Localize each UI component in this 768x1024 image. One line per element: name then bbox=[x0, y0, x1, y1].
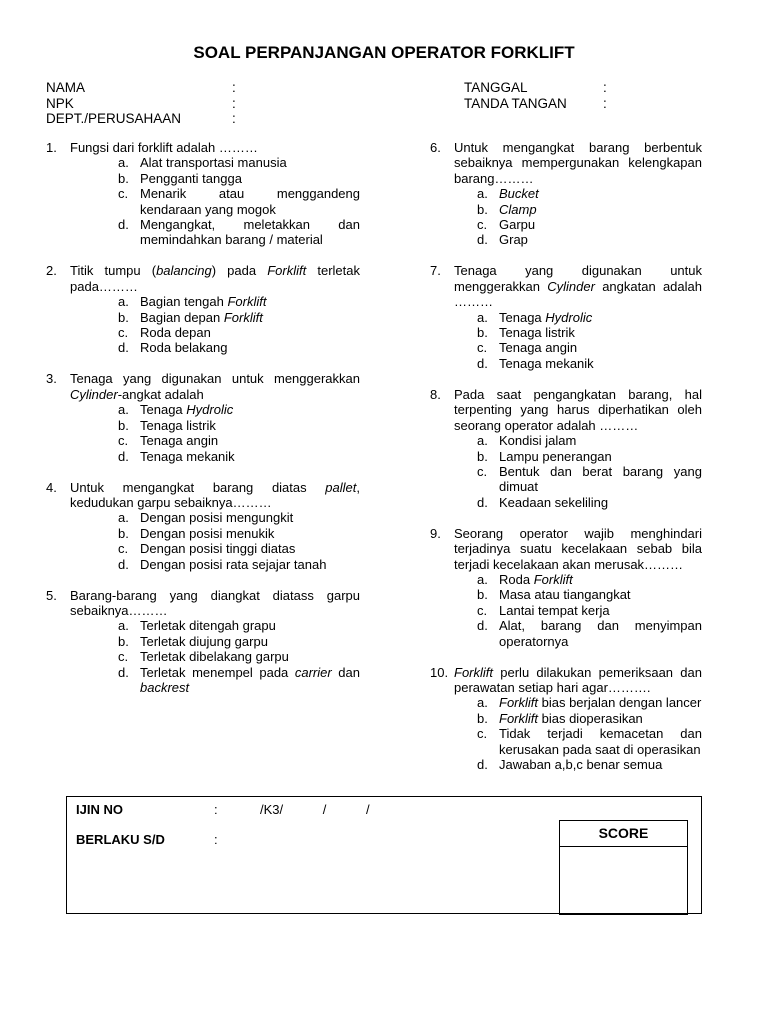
berlaku-colon: : bbox=[214, 832, 218, 847]
option-letter: b. bbox=[477, 448, 488, 464]
field-colon: : bbox=[232, 111, 236, 126]
field-label: NPK bbox=[46, 95, 74, 111]
field-colon: : bbox=[603, 80, 607, 95]
field-label: TANDA TANGAN bbox=[464, 95, 567, 111]
question-text: Tenaga yang digunakan untuk menggerakkan Cylinder angkatan adalah ……… bbox=[454, 263, 702, 310]
option-text: Forklift bias dioperasikan bbox=[499, 710, 643, 726]
option-letter: b. bbox=[118, 633, 129, 649]
answer-option[interactable] bbox=[477, 433, 702, 448]
answer-option[interactable] bbox=[118, 402, 360, 417]
question-6 bbox=[430, 140, 702, 248]
option-text: Alat transportasi manusia bbox=[140, 155, 287, 171]
option-text: Roda depan bbox=[140, 325, 211, 341]
option-letter: c. bbox=[118, 186, 129, 202]
answer-option[interactable] bbox=[477, 695, 702, 710]
questions-left-column bbox=[46, 140, 360, 711]
header-right bbox=[464, 80, 607, 111]
answer-option[interactable] bbox=[118, 541, 360, 556]
answer-option[interactable] bbox=[477, 202, 702, 217]
question-text: Fungsi dari forklift adalah ……… bbox=[70, 140, 258, 155]
question-10 bbox=[430, 665, 702, 773]
option-letter: d. bbox=[118, 664, 129, 680]
answer-option[interactable] bbox=[477, 726, 702, 757]
option-text: Alat, barang dan menyimpan operatornya bbox=[499, 618, 702, 649]
answer-option[interactable] bbox=[477, 449, 702, 464]
questions-right-column bbox=[430, 140, 702, 788]
answer-option[interactable] bbox=[477, 572, 702, 587]
question-text: Barang-barang yang diangkat diatass garpu sebaiknya……… bbox=[70, 587, 360, 618]
option-text: Terletak dibelakang garpu bbox=[140, 649, 289, 665]
option-text: Roda belakang bbox=[140, 340, 228, 356]
question-text: Untuk mengangkat barang diatas pallet, kedudukan garpu sebaiknya……… bbox=[70, 479, 360, 510]
question-text: Seorang operator wajib menghindari terjadinya suatu kecelakaan sebab bila terjadi kecelakaan akan merusak……… bbox=[454, 525, 702, 572]
option-letter: a. bbox=[477, 309, 488, 325]
option-letter: c. bbox=[477, 726, 488, 742]
answer-option[interactable] bbox=[477, 495, 702, 510]
option-letter: d. bbox=[118, 217, 129, 233]
option-text: Grap bbox=[499, 232, 528, 248]
option-letter: c. bbox=[477, 602, 488, 618]
answer-option[interactable] bbox=[118, 310, 360, 325]
option-letter: b. bbox=[118, 417, 129, 433]
answer-option[interactable] bbox=[118, 510, 360, 525]
question-text: Untuk mengangkat barang berbentuk sebaiknya mempergunakan kelengkapan barang……… bbox=[454, 140, 702, 186]
option-text: Forklift bias berjalan dengan lancer bbox=[499, 695, 702, 711]
answer-option[interactable] bbox=[118, 340, 360, 355]
question-5 bbox=[46, 588, 360, 696]
option-text: Dengan posisi tinggi diatas bbox=[140, 541, 296, 557]
option-letter: b. bbox=[118, 309, 129, 325]
question-text: Titik tumpu (balancing) pada Forklift terletak pada……… bbox=[70, 263, 360, 294]
option-letter: a. bbox=[118, 294, 129, 310]
answer-option[interactable] bbox=[477, 325, 702, 340]
field-tanda-tangan[interactable] bbox=[464, 96, 607, 112]
option-text: Dengan posisi mengungkit bbox=[140, 510, 294, 526]
answer-option[interactable] bbox=[477, 340, 702, 355]
answer-option[interactable] bbox=[118, 186, 360, 217]
option-text: Pengganti tangga bbox=[140, 170, 242, 186]
option-text: Tenaga Hydrolic bbox=[140, 402, 234, 418]
option-text: Jawaban a,b,c benar semua bbox=[499, 757, 663, 772]
question-9 bbox=[430, 526, 702, 649]
answer-option[interactable] bbox=[118, 325, 360, 340]
field-nama[interactable] bbox=[46, 80, 236, 96]
question-number: 5. bbox=[46, 587, 57, 603]
field-colon: : bbox=[232, 95, 236, 111]
answer-option[interactable] bbox=[118, 294, 360, 309]
option-letter: c. bbox=[118, 649, 129, 665]
question-2 bbox=[46, 263, 360, 355]
answer-option[interactable] bbox=[118, 649, 360, 664]
option-letter: b. bbox=[118, 525, 129, 541]
field-label: NAMA bbox=[46, 80, 86, 95]
option-letter: c. bbox=[118, 433, 129, 449]
option-letter: d. bbox=[477, 757, 488, 772]
option-text: Bentuk dan berat barang yang dimuat bbox=[499, 463, 702, 495]
option-letter: c. bbox=[477, 217, 488, 233]
answer-option[interactable] bbox=[118, 449, 360, 464]
option-letter: b. bbox=[477, 710, 488, 726]
ijin-no-label: IJIN NO bbox=[76, 802, 123, 817]
question-8 bbox=[430, 387, 702, 510]
option-text: Keadaan sekeliling bbox=[499, 494, 609, 510]
option-letter: d. bbox=[477, 618, 488, 634]
option-text: Terletak diujung garpu bbox=[140, 633, 268, 649]
option-text: Lantai tempat kerja bbox=[499, 602, 610, 618]
option-letter: c. bbox=[477, 463, 488, 479]
field-colon: : bbox=[603, 95, 607, 111]
field-colon: : bbox=[232, 80, 236, 95]
option-text: Lampu penerangan bbox=[499, 448, 612, 464]
berlaku-label: BERLAKU S/D bbox=[76, 832, 165, 847]
option-letter: a. bbox=[477, 571, 488, 587]
question-7 bbox=[430, 263, 702, 371]
option-letter: d. bbox=[477, 355, 488, 371]
question-3 bbox=[46, 371, 360, 463]
option-letter: a. bbox=[477, 433, 488, 449]
option-text: Tenaga Hydrolic bbox=[499, 309, 593, 325]
question-text: Forklift perlu dilakukan pemeriksaan dan perawatan setiap hari agar………. bbox=[454, 664, 702, 695]
option-letter: b. bbox=[118, 170, 129, 186]
answer-option[interactable] bbox=[477, 618, 702, 649]
question-number: 6. bbox=[430, 140, 441, 155]
option-text: Bucket bbox=[499, 186, 539, 202]
question-number: 3. bbox=[46, 371, 57, 387]
option-text: Kondisi jalam bbox=[499, 433, 577, 449]
question-number: 8. bbox=[430, 386, 441, 402]
option-letter: d. bbox=[118, 448, 129, 464]
answer-option[interactable] bbox=[477, 310, 702, 325]
option-text: Mengangkat, meletakkan dan memindahkan barang / material bbox=[140, 217, 360, 248]
option-letter: c. bbox=[118, 325, 129, 341]
option-text: Clamp bbox=[499, 201, 537, 217]
answer-option[interactable] bbox=[477, 757, 702, 772]
question-number: 9. bbox=[430, 525, 441, 541]
answer-option[interactable] bbox=[118, 155, 360, 170]
answer-option[interactable] bbox=[118, 665, 360, 696]
score-label: SCORE bbox=[560, 821, 687, 847]
answer-option[interactable] bbox=[118, 418, 360, 433]
field-tanggal[interactable] bbox=[464, 80, 607, 96]
field-dept[interactable] bbox=[46, 111, 236, 127]
question-text: Pada saat pengangkatan barang, hal terpenting yang harus diperhatikan oleh seorang operator adalah ……… bbox=[454, 386, 702, 433]
option-letter: a. bbox=[118, 402, 129, 418]
question-1 bbox=[46, 140, 360, 248]
field-label: TANGGAL bbox=[464, 80, 528, 95]
question-number: 7. bbox=[430, 263, 441, 279]
answer-option[interactable] bbox=[118, 634, 360, 649]
field-npk[interactable] bbox=[46, 96, 236, 112]
option-letter: a. bbox=[477, 186, 488, 202]
option-letter: b. bbox=[477, 325, 488, 341]
option-letter: c. bbox=[477, 340, 488, 356]
option-text: Terletak menempel pada carrier dan backrest bbox=[140, 664, 360, 695]
option-letter: b. bbox=[477, 587, 488, 603]
option-text: Tenaga mekanik bbox=[140, 448, 235, 464]
ijin-no-value[interactable]: /K3/ / / bbox=[260, 802, 370, 817]
answer-option[interactable] bbox=[118, 217, 360, 248]
option-letter: a. bbox=[118, 510, 129, 526]
option-text: Masa atau tiangangkat bbox=[499, 587, 631, 603]
option-text: Garpu bbox=[499, 217, 536, 233]
answer-option[interactable] bbox=[477, 603, 702, 618]
answer-option[interactable] bbox=[477, 217, 702, 232]
option-text: Bagian tengah Forklift bbox=[140, 294, 267, 310]
option-letter: a. bbox=[118, 155, 129, 171]
option-text: Menarik atau menggandeng kendaraan yang mogok bbox=[140, 186, 360, 217]
answer-option[interactable] bbox=[118, 171, 360, 186]
option-text: Tidak terjadi kemacetan dan kerusakan pada saat di operasikan bbox=[499, 726, 702, 757]
answer-option[interactable] bbox=[477, 356, 702, 371]
option-text: Terletak ditengah grapu bbox=[140, 618, 276, 634]
answer-option[interactable] bbox=[118, 526, 360, 541]
question-number: 4. bbox=[46, 479, 57, 495]
header-left bbox=[46, 80, 236, 127]
option-text: Tenaga listrik bbox=[140, 417, 216, 433]
question-text: Tenaga yang digunakan untuk menggerakkan Cylinder-angkat adalah bbox=[70, 371, 360, 402]
page-title: SOAL PERPANJANGAN OPERATOR FORKLIFT bbox=[193, 43, 575, 62]
question-4 bbox=[46, 480, 360, 572]
question-number: 2. bbox=[46, 263, 57, 279]
option-letter: d. bbox=[477, 494, 488, 510]
score-box bbox=[559, 820, 688, 915]
question-number: 10. bbox=[430, 664, 449, 680]
option-text: Tenaga listrik bbox=[499, 325, 575, 341]
answer-option[interactable] bbox=[477, 232, 702, 247]
answer-option[interactable] bbox=[477, 464, 702, 495]
answer-option[interactable] bbox=[477, 587, 702, 602]
answer-option[interactable] bbox=[477, 186, 702, 201]
option-letter: d. bbox=[118, 556, 129, 572]
score-value-area[interactable] bbox=[560, 847, 687, 915]
option-text: Dengan posisi rata sejajar tanah bbox=[140, 556, 327, 572]
ijin-no-colon: : bbox=[214, 802, 218, 817]
answer-option[interactable] bbox=[118, 557, 360, 572]
answer-option[interactable] bbox=[118, 618, 360, 633]
option-text: Bagian depan Forklift bbox=[140, 309, 263, 325]
option-letter: d. bbox=[118, 340, 129, 356]
option-text: Tenaga angin bbox=[499, 340, 578, 356]
field-label: DEPT./PERUSAHAAN bbox=[46, 111, 182, 126]
answer-option[interactable] bbox=[477, 711, 702, 726]
option-text: Roda Forklift bbox=[499, 571, 573, 587]
option-text: Dengan posisi menukik bbox=[140, 525, 275, 541]
option-letter: a. bbox=[118, 618, 129, 634]
option-letter: a. bbox=[477, 695, 488, 711]
answer-option[interactable] bbox=[118, 433, 360, 448]
question-number: 1. bbox=[46, 140, 57, 155]
option-letter: b. bbox=[477, 201, 488, 217]
option-letter: d. bbox=[477, 232, 488, 248]
option-text: Tenaga mekanik bbox=[499, 355, 594, 371]
option-text: Tenaga angin bbox=[140, 433, 219, 449]
option-letter: c. bbox=[118, 541, 129, 557]
